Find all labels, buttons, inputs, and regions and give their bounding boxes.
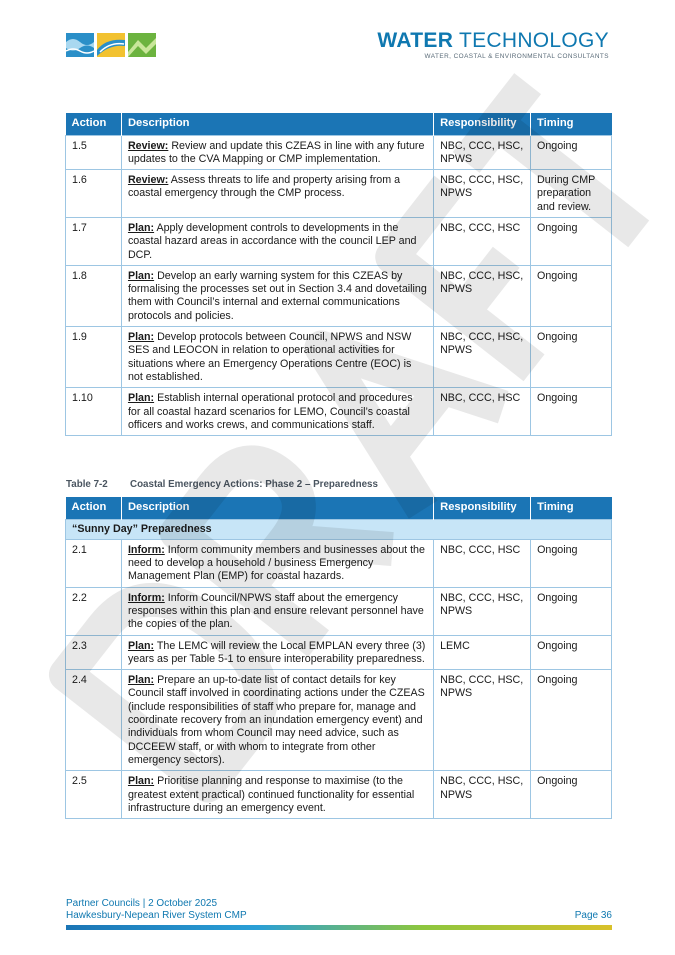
action-type: Inform: <box>127 591 165 604</box>
action-timing: Ongoing <box>531 635 612 670</box>
table-row <box>66 388 612 436</box>
action-text: Develop protocols between Council, NPWS and NSW SES and LEOCON in relation to operational activities for situations where an Emergency Operations Centre (EOC) is not established. <box>127 331 412 383</box>
action-description <box>121 635 433 670</box>
action-type: Review: <box>127 174 169 187</box>
table-row <box>66 771 612 819</box>
action-description <box>121 539 433 587</box>
brand-tagline: WATER, COASTAL & ENVIRONMENTAL CONSULTANTS <box>424 53 609 60</box>
action-type: Plan: <box>127 221 155 234</box>
action-text: Establish internal operational protocol and procedures for all coastal hazard scenarios for LEMO, Council’s coastal officers and works crews, and communications staff. <box>127 392 413 431</box>
action-id: 2.2 <box>66 587 122 635</box>
brand-name-light: TECHNOLOGY <box>458 29 609 52</box>
action-description <box>121 265 433 326</box>
action-text: Apply development controls to developments in the coastal hazard areas in accordance with the council LEP and DCP. <box>127 221 417 261</box>
action-id: 2.4 <box>66 670 122 771</box>
phase1-actions-table <box>65 113 612 436</box>
col-responsibility-header: Responsibility <box>434 113 531 135</box>
action-description <box>121 135 433 170</box>
action-timing: Ongoing <box>531 587 612 635</box>
table-caption-number: Table 7-2 <box>66 479 108 490</box>
col-timing-header: Timing <box>531 113 612 135</box>
col-description-header: Description <box>121 497 433 519</box>
action-description <box>121 217 433 265</box>
table-row <box>66 265 612 326</box>
action-text: Prepare an up-to-date list of contact details for key Council staff involved in coordinating actions under the CZEAS (include responsibilities of staff who prepare for, manage and coordinate recovery from an inundation emergency event) and individuals from whom Council may need advice, such as DCCEEW staff, or with whom to integrate from other emergency sectors). <box>127 674 425 766</box>
action-type: Inform: <box>127 543 165 556</box>
action-timing: Ongoing <box>531 135 612 170</box>
action-type: Plan: <box>127 639 155 652</box>
action-text: Develop an early warning system for this CZEAS by formalising the processes set out in Section 3.4 and dovetailing them with Council’s internal and external communications protocols and policies. <box>127 269 427 322</box>
footer-project-title: Hawkesbury-Nepean River System CMP <box>66 910 247 921</box>
action-id: 1.9 <box>66 327 122 388</box>
action-text: Review and update this CZEAS in line with any future updates to the CVA Mapping or CMP implementation. <box>127 139 425 165</box>
action-type: Plan: <box>127 775 155 788</box>
page-number: Page 36 <box>574 910 612 921</box>
col-timing-header: Timing <box>531 497 612 519</box>
action-description <box>121 670 433 771</box>
col-responsibility-header: Responsibility <box>434 497 531 519</box>
action-text: Prioritise planning and response to maximise (to the greatest extent practical) continued functionality for essential infrastructure during an emergency event. <box>127 775 415 814</box>
action-responsibility: NBC, CCC, HSC <box>434 388 531 436</box>
action-timing: Ongoing <box>531 217 612 265</box>
action-timing: Ongoing <box>531 388 612 436</box>
action-description <box>121 170 433 218</box>
brand-logo <box>377 30 609 60</box>
action-responsibility: NBC, CCC, HSC, NPWS <box>434 771 531 819</box>
action-responsibility: NBC, CCC, HSC <box>434 217 531 265</box>
table-caption-title: Coastal Emergency Actions: Phase 2 – Preparedness <box>130 479 378 490</box>
footer-color-bar <box>66 925 612 930</box>
action-text: Inform community members and businesses about the need to develop a household / business Emergency Management Plan (EMP) for coastal hazards. <box>127 543 425 583</box>
action-description <box>121 327 433 388</box>
action-description <box>121 771 433 819</box>
action-id: 1.10 <box>66 388 122 436</box>
table-row <box>66 635 612 670</box>
table-row <box>66 587 612 635</box>
action-id: 1.5 <box>66 135 122 170</box>
table-row <box>66 539 612 587</box>
footer-client-date: Partner Councils | 2 October 2025 <box>66 898 218 909</box>
action-responsibility: NBC, CCC, HSC, NPWS <box>434 670 531 771</box>
action-id: 1.8 <box>66 265 122 326</box>
action-timing: During CMP preparation and review. <box>531 170 612 218</box>
table-row <box>66 170 612 218</box>
action-text: Inform Council/NPWS staff about the emergency responses within this plan and ensure relevant personnel have the copies of the plan. <box>127 591 424 631</box>
page-footer <box>66 898 612 922</box>
action-text: The LEMC will review the Local EMPLAN every three (3) years as per Table 5-1 to ensure interoperability preparedness. <box>127 639 426 665</box>
table-header-row <box>66 497 612 519</box>
action-text: Assess threats to life and property arising from a coastal emergency through the CMP process. <box>127 174 401 200</box>
action-type: Plan: <box>127 269 155 282</box>
table-row <box>66 670 612 771</box>
action-id: 2.1 <box>66 539 122 587</box>
action-responsibility: NBC, CCC, HSC, NPWS <box>434 587 531 635</box>
action-responsibility: NBC, CCC, HSC <box>434 539 531 587</box>
action-timing: Ongoing <box>531 771 612 819</box>
brand-name-bold: WATER <box>377 29 454 52</box>
col-action-header: Action <box>66 497 122 519</box>
table-row <box>66 217 612 265</box>
table-caption <box>66 479 378 490</box>
action-description <box>121 587 433 635</box>
action-type: Plan: <box>127 392 155 405</box>
action-id: 1.6 <box>66 170 122 218</box>
action-timing: Ongoing <box>531 539 612 587</box>
action-id: 2.3 <box>66 635 122 670</box>
action-timing: Ongoing <box>531 265 612 326</box>
phase2-actions-table <box>65 497 612 819</box>
col-description-header: Description <box>121 113 433 135</box>
action-timing: Ongoing <box>531 327 612 388</box>
action-responsibility: NBC, CCC, HSC, NPWS <box>434 135 531 170</box>
action-type: Plan: <box>127 331 155 344</box>
action-id: 1.7 <box>66 217 122 265</box>
action-responsibility: LEMC <box>434 635 531 670</box>
action-type: Plan: <box>127 674 155 687</box>
table-row <box>66 327 612 388</box>
table-row <box>66 135 612 170</box>
action-timing: Ongoing <box>531 670 612 771</box>
action-id: 2.5 <box>66 771 122 819</box>
action-responsibility: NBC, CCC, HSC, NPWS <box>434 265 531 326</box>
partner-logo-icon <box>66 30 158 60</box>
action-responsibility: NBC, CCC, HSC, NPWS <box>434 170 531 218</box>
col-action-header: Action <box>66 113 122 135</box>
action-type: Review: <box>127 139 169 152</box>
section-row <box>66 519 612 539</box>
table-header-row <box>66 113 612 135</box>
action-responsibility: NBC, CCC, HSC, NPWS <box>434 327 531 388</box>
section-heading: “Sunny Day” Preparedness <box>66 519 612 539</box>
action-description <box>121 388 433 436</box>
